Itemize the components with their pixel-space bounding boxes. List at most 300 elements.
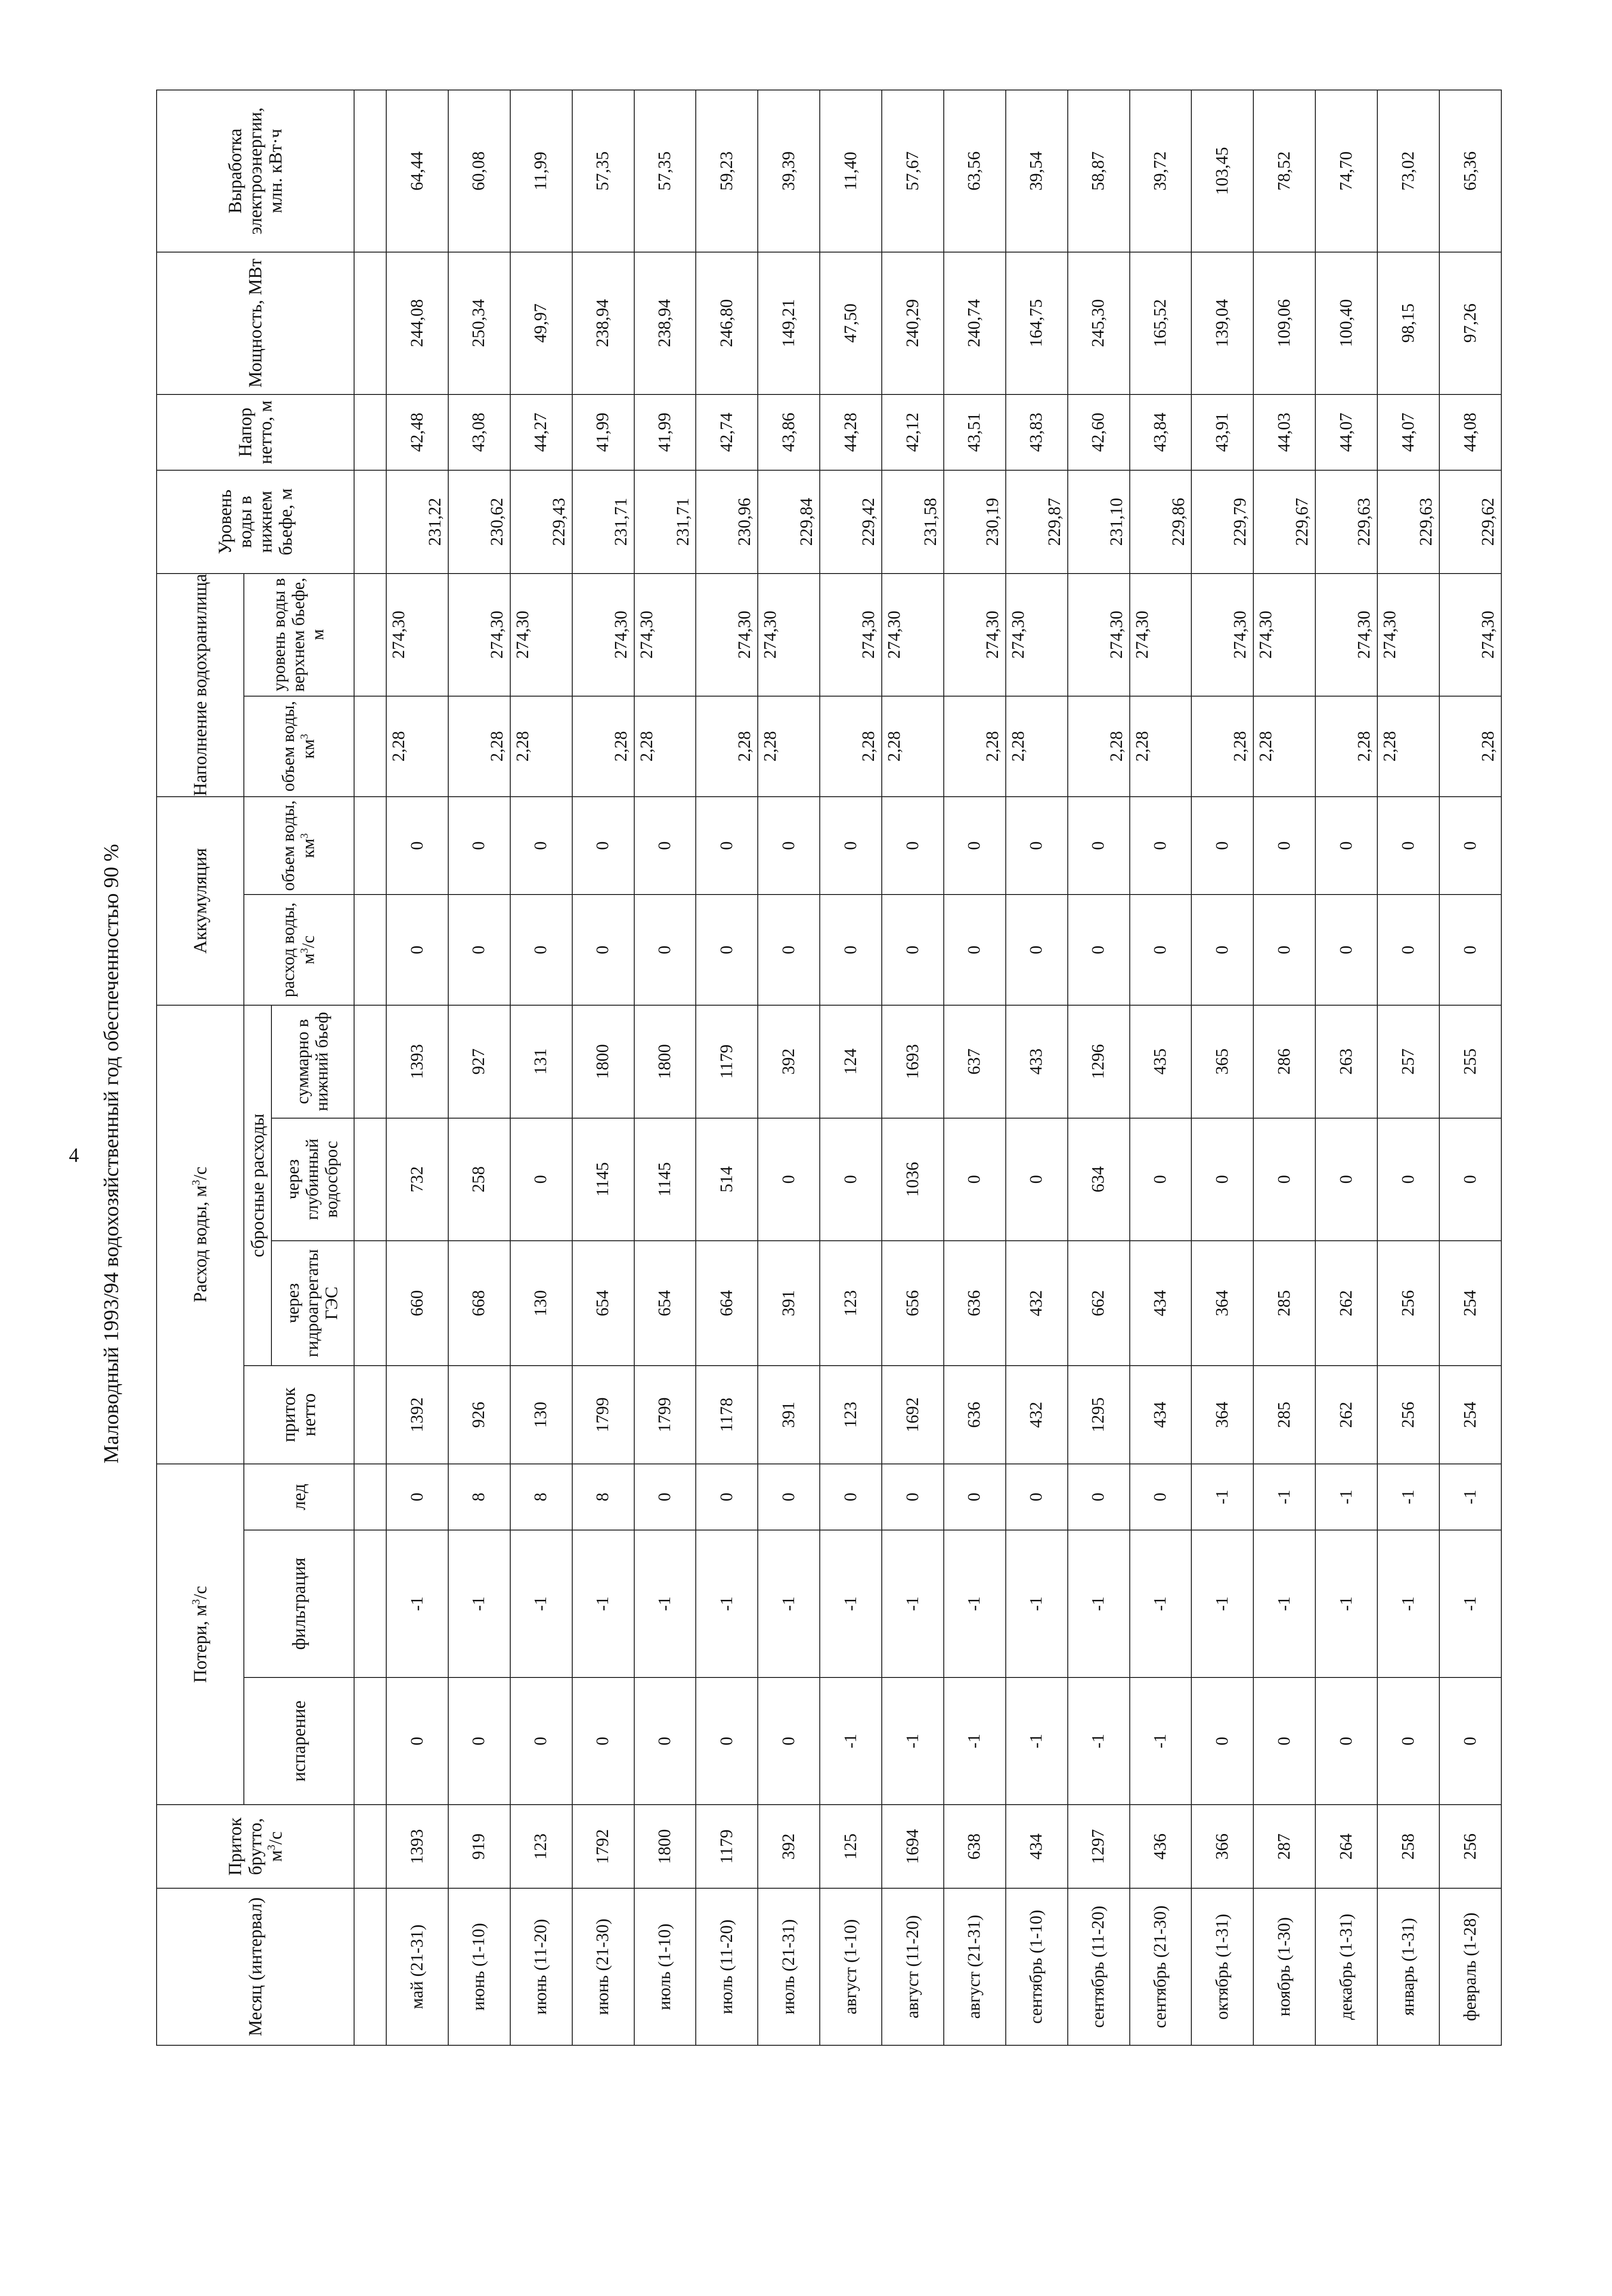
cell-acc-flow: 0	[1377, 895, 1439, 1005]
cell-power: 100,40	[1315, 252, 1377, 394]
cell-down-level: 231,22	[386, 470, 448, 573]
cell-month: август (1-10)	[820, 1888, 882, 2045]
header-acc-flow: расход воды, $м^3/с$	[244, 895, 354, 1005]
cell-acc-volume: 0	[1315, 797, 1377, 895]
cell-turbines: 391	[758, 1241, 820, 1366]
cell-ice: 0	[696, 1464, 758, 1530]
table-row	[1068, 90, 1130, 2045]
cell-filtration: -1	[1253, 1530, 1315, 1677]
cell-evaporation: 0	[1439, 1677, 1501, 1805]
cell-inflow-gross: 436	[1130, 1805, 1192, 1888]
cell-energy: 65,36	[1439, 90, 1501, 252]
cell-month: июль (1-10)	[634, 1888, 696, 2045]
table-row	[386, 90, 448, 2045]
cell-evaporation: 0	[386, 1677, 448, 1805]
cell-turbines: 668	[448, 1241, 510, 1366]
cell-power: 164,75	[1006, 252, 1068, 394]
cell-acc-volume: 0	[634, 797, 696, 895]
cell-total: 1693	[882, 1005, 944, 1118]
cell-head: 44,07	[1377, 394, 1439, 471]
cell-fill-volume: 2,28	[944, 696, 1006, 797]
cell-fill-volume: 2,28	[510, 696, 572, 797]
table-row	[510, 90, 572, 2045]
cell-inflow-net: 1295	[1068, 1366, 1130, 1464]
cell-total: 1393	[386, 1005, 448, 1118]
cell-inflow-gross: 125	[820, 1805, 882, 1888]
cell-month: декабрь (1-31)	[1315, 1888, 1377, 2045]
cell-power: 245,30	[1068, 252, 1130, 394]
cell-fill-level: 274,30	[1253, 574, 1315, 696]
header-through-deep-spillway: через глубинный водосброс	[271, 1118, 354, 1241]
cell-evaporation: 0	[572, 1677, 634, 1805]
table-title: Маловодный 1993/94 водохозяйственный год обеспеченностью 90 %	[99, 844, 123, 1464]
header-power: Мощность, МВт	[157, 252, 354, 394]
cell-ice: 0	[386, 1464, 448, 1530]
cell-head: 43,83	[1006, 394, 1068, 471]
cell-power: 98,15	[1377, 252, 1439, 394]
cell-total: 365	[1191, 1005, 1253, 1118]
table-row	[820, 90, 882, 2045]
cell-acc-flow: 0	[510, 895, 572, 1005]
table-row	[758, 90, 820, 2045]
cell-inflow-net: 1799	[572, 1366, 634, 1464]
cell-filtration: -1	[1439, 1530, 1501, 1677]
cell-inflow-net: 256	[1377, 1366, 1439, 1464]
cell-down-level: 229,84	[758, 470, 820, 573]
cell-fill-level: 274,30	[696, 574, 758, 696]
cell-deep-spillway: 514	[696, 1118, 758, 1241]
cell-total: 435	[1130, 1005, 1192, 1118]
cell-filtration: -1	[572, 1530, 634, 1677]
cell-acc-volume: 0	[386, 797, 448, 895]
cell-inflow-net: 123	[820, 1366, 882, 1464]
cell-inflow-gross: 1297	[1068, 1805, 1130, 1888]
cell-fill-level: 274,30	[1068, 574, 1130, 696]
table-row	[1006, 90, 1068, 2045]
cell-acc-flow: 0	[944, 895, 1006, 1005]
cell-evaporation: -1	[1006, 1677, 1068, 1805]
cell-ice: -1	[1315, 1464, 1377, 1530]
table-row	[1191, 90, 1253, 2045]
cell-ice: 0	[758, 1464, 820, 1530]
cell-head: 42,12	[882, 394, 944, 471]
cell-total: 131	[510, 1005, 572, 1118]
cell-energy: 63,56	[944, 90, 1006, 252]
cell-inflow-net: 1178	[696, 1366, 758, 1464]
cell-filtration: -1	[510, 1530, 572, 1677]
header-discharge: Расход воды, $м^3/с$	[157, 1005, 244, 1464]
cell-evaporation: 0	[634, 1677, 696, 1805]
cell-power: 240,74	[944, 252, 1006, 394]
cell-fill-level: 274,30	[510, 574, 572, 696]
cell-power: 97,26	[1439, 252, 1501, 394]
cell-energy: 74,70	[1315, 90, 1377, 252]
cell-evaporation: -1	[820, 1677, 882, 1805]
cell-head: 44,08	[1439, 394, 1501, 471]
cell-evaporation: 0	[510, 1677, 572, 1805]
cell-fill-volume: 2,28	[1068, 696, 1130, 797]
cell-down-level: 230,62	[448, 470, 510, 573]
cell-total: 1800	[634, 1005, 696, 1118]
cell-inflow-net: 391	[758, 1366, 820, 1464]
cell-power: 49,97	[510, 252, 572, 394]
cell-down-level: 229,63	[1315, 470, 1377, 573]
cell-power: 139,04	[1191, 252, 1253, 394]
cell-month: июнь (11-20)	[510, 1888, 572, 2045]
cell-acc-flow: 0	[696, 895, 758, 1005]
cell-total: 124	[820, 1005, 882, 1118]
header-through-turbines: через гидроагрегаты ГЭС	[271, 1241, 354, 1366]
cell-acc-volume: 0	[1130, 797, 1192, 895]
cell-inflow-net: 432	[1006, 1366, 1068, 1464]
cell-inflow-gross: 256	[1439, 1805, 1501, 1888]
header-accumulation: Аккумуляция	[157, 797, 244, 1005]
cell-inflow-net: 285	[1253, 1366, 1315, 1464]
cell-head: 41,99	[572, 394, 634, 471]
cell-fill-volume: 2,28	[1253, 696, 1315, 797]
cell-acc-volume: 0	[1377, 797, 1439, 895]
header-ice: лед	[244, 1464, 354, 1530]
cell-acc-volume: 0	[1191, 797, 1253, 895]
cell-inflow-net: 130	[510, 1366, 572, 1464]
cell-turbines: 130	[510, 1241, 572, 1366]
cell-inflow-gross: 264	[1315, 1805, 1377, 1888]
cell-ice: 0	[1130, 1464, 1192, 1530]
cell-turbines: 434	[1130, 1241, 1192, 1366]
cell-month: октябрь (1-31)	[1191, 1888, 1253, 2045]
cell-inflow-net: 262	[1315, 1366, 1377, 1464]
cell-down-level: 231,58	[882, 470, 944, 573]
cell-ice: 0	[1006, 1464, 1068, 1530]
table-row	[1130, 90, 1192, 2045]
cell-total: 1179	[696, 1005, 758, 1118]
cell-down-level: 229,63	[1377, 470, 1439, 573]
cell-evaporation: 0	[696, 1677, 758, 1805]
cell-inflow-gross: 919	[448, 1805, 510, 1888]
cell-head: 42,48	[386, 394, 448, 471]
cell-month: сентябрь (21-30)	[1130, 1888, 1192, 2045]
cell-acc-flow: 0	[572, 895, 634, 1005]
cell-inflow-gross: 638	[944, 1805, 1006, 1888]
cell-down-level: 229,86	[1130, 470, 1192, 573]
cell-acc-flow: 0	[1130, 895, 1192, 1005]
cell-fill-level: 274,30	[944, 574, 1006, 696]
cell-power: 238,94	[572, 252, 634, 394]
cell-fill-volume: 2,28	[758, 696, 820, 797]
cell-energy: 39,72	[1130, 90, 1192, 252]
cell-deep-spillway: 1145	[634, 1118, 696, 1241]
cell-inflow-gross: 258	[1377, 1805, 1439, 1888]
cell-power: 246,80	[696, 252, 758, 394]
table-row	[634, 90, 696, 2045]
cell-total: 286	[1253, 1005, 1315, 1118]
cell-energy: 57,67	[882, 90, 944, 252]
cell-evaporation: 0	[758, 1677, 820, 1805]
header-month: Месяц (интервал)	[157, 1888, 354, 2045]
cell-filtration: -1	[1006, 1530, 1068, 1677]
cell-energy: 78,52	[1253, 90, 1315, 252]
cell-fill-volume: 2,28	[448, 696, 510, 797]
cell-acc-flow: 0	[634, 895, 696, 1005]
cell-down-level: 231,71	[634, 470, 696, 573]
cell-inflow-gross: 1694	[882, 1805, 944, 1888]
cell-month: февраль (1-28)	[1439, 1888, 1501, 2045]
cell-deep-spillway: 0	[1439, 1118, 1501, 1241]
page-number: 4	[69, 1144, 79, 1166]
cell-month: сентябрь (11-20)	[1068, 1888, 1130, 2045]
cell-ice: 8	[448, 1464, 510, 1530]
cell-head: 44,07	[1315, 394, 1377, 471]
cell-power: 240,29	[882, 252, 944, 394]
cell-filtration: -1	[1315, 1530, 1377, 1677]
cell-fill-volume: 2,28	[1191, 696, 1253, 797]
cell-total: 263	[1315, 1005, 1377, 1118]
cell-turbines: 636	[944, 1241, 1006, 1366]
cell-inflow-gross: 392	[758, 1805, 820, 1888]
cell-acc-volume: 0	[572, 797, 634, 895]
cell-fill-level: 274,30	[386, 574, 448, 696]
cell-turbines: 256	[1377, 1241, 1439, 1366]
cell-turbines: 432	[1006, 1241, 1068, 1366]
cell-inflow-gross: 1792	[572, 1805, 634, 1888]
cell-deep-spillway: 1036	[882, 1118, 944, 1241]
cell-energy: 57,35	[572, 90, 634, 252]
cell-fill-level: 274,30	[1377, 574, 1439, 696]
cell-deep-spillway: 0	[820, 1118, 882, 1241]
cell-deep-spillway: 0	[1377, 1118, 1439, 1241]
cell-fill-volume: 2,28	[386, 696, 448, 797]
cell-head: 43,08	[448, 394, 510, 471]
cell-fill-volume: 2,28	[696, 696, 758, 797]
cell-total: 255	[1439, 1005, 1501, 1118]
cell-evaporation: 0	[1191, 1677, 1253, 1805]
header-net-head: Напор нетто, м	[157, 394, 354, 471]
header-fill-volume: объем воды, $км^3$	[244, 696, 354, 797]
cell-energy: 58,87	[1068, 90, 1130, 252]
cell-month: август (11-20)	[882, 1888, 944, 2045]
table-row	[1377, 90, 1439, 2045]
cell-turbines: 285	[1253, 1241, 1315, 1366]
cell-filtration: -1	[386, 1530, 448, 1677]
cell-ice: -1	[1191, 1464, 1253, 1530]
cell-acc-volume: 0	[448, 797, 510, 895]
cell-acc-flow: 0	[882, 895, 944, 1005]
cell-energy: 64,44	[386, 90, 448, 252]
cell-total: 1296	[1068, 1005, 1130, 1118]
cell-inflow-gross: 1800	[634, 1805, 696, 1888]
cell-head: 43,84	[1130, 394, 1192, 471]
cell-filtration: -1	[882, 1530, 944, 1677]
cell-ice: 0	[634, 1464, 696, 1530]
cell-down-level: 231,10	[1068, 470, 1130, 573]
cell-total: 433	[1006, 1005, 1068, 1118]
cell-deep-spillway: 258	[448, 1118, 510, 1241]
cell-energy: 73,02	[1377, 90, 1439, 252]
cell-acc-flow: 0	[386, 895, 448, 1005]
cell-inflow-net: 434	[1130, 1366, 1192, 1464]
cell-month: ноябрь (1-30)	[1253, 1888, 1315, 2045]
cell-filtration: -1	[634, 1530, 696, 1677]
blank-band-row	[354, 90, 386, 2045]
cell-turbines: 660	[386, 1241, 448, 1366]
cell-turbines: 262	[1315, 1241, 1377, 1366]
cell-deep-spillway: 0	[1130, 1118, 1192, 1241]
cell-filtration: -1	[758, 1530, 820, 1677]
cell-evaporation: -1	[1068, 1677, 1130, 1805]
cell-deep-spillway: 0	[1315, 1118, 1377, 1241]
cell-head: 41,99	[634, 394, 696, 471]
table-row	[448, 90, 510, 2045]
cell-evaporation: 0	[1377, 1677, 1439, 1805]
cell-acc-volume: 0	[696, 797, 758, 895]
cell-fill-level: 274,30	[882, 574, 944, 696]
cell-filtration: -1	[1068, 1530, 1130, 1677]
cell-inflow-gross: 287	[1253, 1805, 1315, 1888]
cell-inflow-net: 254	[1439, 1366, 1501, 1464]
cell-month: январь (1-31)	[1377, 1888, 1439, 2045]
header-inflow-gross: Приток брутто, $м^3/с$	[157, 1805, 354, 1888]
cell-energy: 11,40	[820, 90, 882, 252]
cell-total: 927	[448, 1005, 510, 1118]
cell-fill-level: 274,30	[758, 574, 820, 696]
table-row	[1253, 90, 1315, 2045]
cell-total: 392	[758, 1005, 820, 1118]
cell-deep-spillway: 0	[944, 1118, 1006, 1241]
cell-acc-volume: 0	[510, 797, 572, 895]
cell-inflow-net: 1799	[634, 1366, 696, 1464]
cell-month: май (21-31)	[386, 1888, 448, 2045]
cell-month: сентябрь (1-10)	[1006, 1888, 1068, 2045]
cell-inflow-net: 364	[1191, 1366, 1253, 1464]
cell-turbines: 123	[820, 1241, 882, 1366]
cell-acc-flow: 0	[1068, 895, 1130, 1005]
table-row	[1315, 90, 1377, 2045]
cell-deep-spillway: 732	[386, 1118, 448, 1241]
cell-fill-volume: 2,28	[1130, 696, 1192, 797]
table-row	[882, 90, 944, 2045]
cell-fill-volume: 2,28	[1315, 696, 1377, 797]
cell-filtration: -1	[1130, 1530, 1192, 1677]
cell-ice: 0	[944, 1464, 1006, 1530]
cell-month: июнь (1-10)	[448, 1888, 510, 2045]
cell-acc-volume: 0	[944, 797, 1006, 895]
cell-acc-flow: 0	[1439, 895, 1501, 1005]
header-energy: Выработка электроэнергии, млн. кВт·ч	[157, 90, 354, 252]
cell-deep-spillway: 0	[758, 1118, 820, 1241]
cell-month: июнь (21-30)	[572, 1888, 634, 2045]
cell-power: 250,34	[448, 252, 510, 394]
cell-acc-volume: 0	[1006, 797, 1068, 895]
table-row	[696, 90, 758, 2045]
cell-acc-volume: 0	[820, 797, 882, 895]
cell-total: 1800	[572, 1005, 634, 1118]
cell-inflow-net: 636	[944, 1366, 1006, 1464]
cell-inflow-net: 926	[448, 1366, 510, 1464]
header-acc-volume: объем воды, $км^3$	[244, 797, 354, 895]
cell-head: 42,74	[696, 394, 758, 471]
cell-ice: 0	[820, 1464, 882, 1530]
cell-head: 43,91	[1191, 394, 1253, 471]
cell-down-level: 229,43	[510, 470, 572, 573]
cell-deep-spillway: 0	[1006, 1118, 1068, 1241]
header-total-downstream: суммарно в нижний бьеф	[271, 1005, 354, 1118]
cell-fill-level: 274,30	[820, 574, 882, 696]
cell-inflow-gross: 123	[510, 1805, 572, 1888]
cell-inflow-gross: 434	[1006, 1805, 1068, 1888]
cell-power: 149,21	[758, 252, 820, 394]
cell-deep-spillway: 0	[1191, 1118, 1253, 1241]
cell-inflow-gross: 1179	[696, 1805, 758, 1888]
cell-acc-flow: 0	[758, 895, 820, 1005]
cell-acc-flow: 0	[1253, 895, 1315, 1005]
cell-filtration: -1	[448, 1530, 510, 1677]
table-body	[386, 90, 1501, 2045]
cell-fill-volume: 2,28	[634, 696, 696, 797]
cell-deep-spillway: 1145	[572, 1118, 634, 1241]
table-row	[1439, 90, 1501, 2045]
cell-power: 165,52	[1130, 252, 1192, 394]
cell-power: 47,50	[820, 252, 882, 394]
cell-fill-level: 274,30	[448, 574, 510, 696]
cell-acc-flow: 0	[1315, 895, 1377, 1005]
cell-ice: 8	[510, 1464, 572, 1530]
cell-turbines: 656	[882, 1241, 944, 1366]
cell-down-level: 229,87	[1006, 470, 1068, 573]
cell-fill-volume: 2,28	[1377, 696, 1439, 797]
cell-power: 109,06	[1253, 252, 1315, 394]
cell-turbines: 654	[634, 1241, 696, 1366]
cell-filtration: -1	[944, 1530, 1006, 1677]
cell-energy: 59,23	[696, 90, 758, 252]
table-row	[572, 90, 634, 2045]
cell-head: 44,27	[510, 394, 572, 471]
cell-total: 637	[944, 1005, 1006, 1118]
cell-filtration: -1	[1191, 1530, 1253, 1677]
cell-energy: 11,99	[510, 90, 572, 252]
header-downstream-level: Уровень воды в нижнем бьефе, м	[157, 470, 354, 573]
cell-deep-spillway: 634	[1068, 1118, 1130, 1241]
header-filtration: фильтрация	[244, 1530, 354, 1677]
cell-acc-flow: 0	[1006, 895, 1068, 1005]
cell-head: 42,60	[1068, 394, 1130, 471]
cell-power: 244,08	[386, 252, 448, 394]
cell-inflow-gross: 366	[1191, 1805, 1253, 1888]
header-fill-upstream: уровень воды в верхнем бьефе, м	[244, 574, 354, 696]
cell-down-level: 229,42	[820, 470, 882, 573]
cell-fill-level: 274,30	[572, 574, 634, 696]
cell-fill-level: 274,30	[1006, 574, 1068, 696]
cell-deep-spillway: 0	[1253, 1118, 1315, 1241]
cell-down-level: 229,62	[1439, 470, 1501, 573]
cell-fill-level: 274,30	[1315, 574, 1377, 696]
cell-acc-volume: 0	[1068, 797, 1130, 895]
cell-ice: -1	[1439, 1464, 1501, 1530]
cell-energy: 60,08	[448, 90, 510, 252]
cell-head: 43,86	[758, 394, 820, 471]
cell-turbines: 254	[1439, 1241, 1501, 1366]
cell-inflow-net: 1692	[882, 1366, 944, 1464]
cell-turbines: 654	[572, 1241, 634, 1366]
cell-evaporation: -1	[1130, 1677, 1192, 1805]
cell-month: июль (21-31)	[758, 1888, 820, 2045]
cell-energy: 57,35	[634, 90, 696, 252]
cell-fill-volume: 2,28	[882, 696, 944, 797]
cell-ice: 0	[882, 1464, 944, 1530]
cell-energy: 39,39	[758, 90, 820, 252]
cell-month: июль (11-20)	[696, 1888, 758, 2045]
header-spill: сбросные расходы	[244, 1005, 271, 1366]
cell-total: 257	[1377, 1005, 1439, 1118]
